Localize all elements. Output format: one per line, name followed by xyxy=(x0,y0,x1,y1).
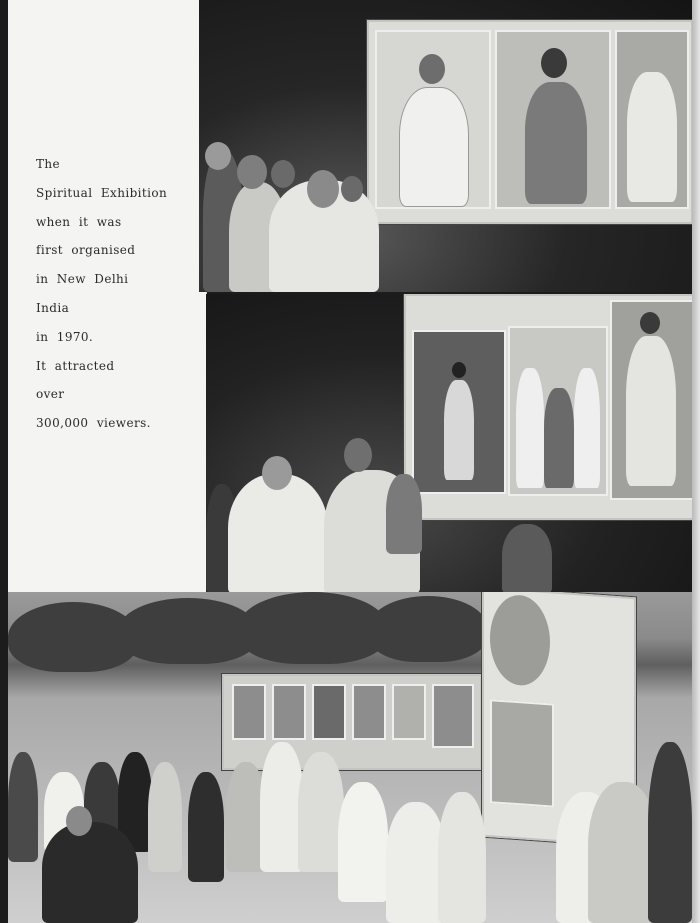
framed-photograph xyxy=(412,330,506,494)
caption-line: India xyxy=(36,300,70,315)
caption-line: first organised xyxy=(36,243,136,258)
page-binding-edge xyxy=(692,0,700,923)
exhibition-photo-top xyxy=(199,0,692,292)
caption-line: The xyxy=(36,157,61,171)
framed-portrait xyxy=(615,30,689,209)
caption-line: when it was xyxy=(36,214,122,229)
framed-portrait xyxy=(495,30,611,209)
exhibition-photo-middle xyxy=(206,294,692,594)
exhibition-caption xyxy=(36,155,201,443)
photo-display-board xyxy=(367,20,692,224)
caption-line: 300,000 viewers. xyxy=(36,416,151,431)
exhibition-photo-bottom xyxy=(8,592,692,923)
caption-line: over xyxy=(36,387,65,402)
exhibition-panel-wall xyxy=(222,674,482,770)
caption-line: It attracted xyxy=(36,358,115,373)
framed-portrait xyxy=(375,30,491,209)
framed-photograph xyxy=(610,300,692,500)
caption-line: in 1970. xyxy=(36,329,94,344)
caption-line: Spiritual Exhibition xyxy=(36,185,168,200)
caption-panel xyxy=(8,0,207,597)
caption-line: in New Delhi xyxy=(36,272,129,287)
framed-photograph xyxy=(508,326,608,496)
photo-display-board xyxy=(404,294,692,520)
